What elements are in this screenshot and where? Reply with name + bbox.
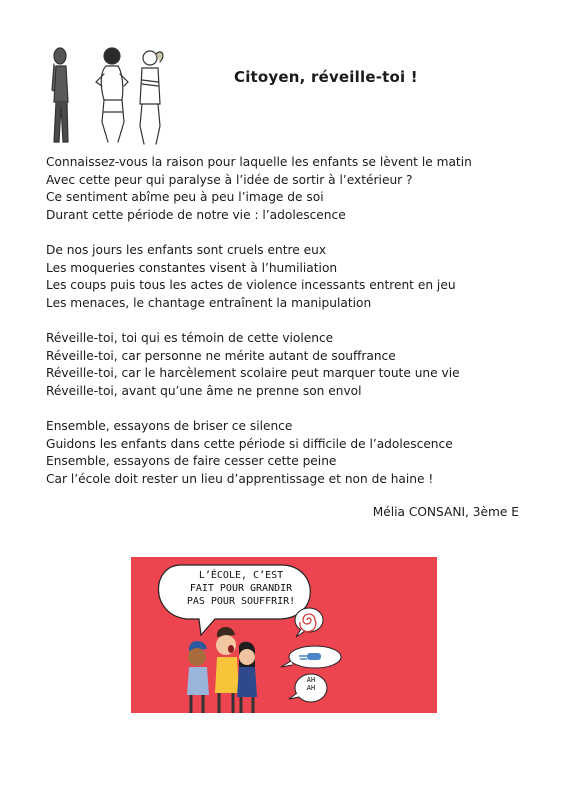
stanza — [46, 330, 516, 400]
poem-line: Durant cette période de notre vie : l’adolescence — [46, 207, 346, 222]
poem-line: Les menaces, le chantage entraînent la manipulation — [46, 295, 372, 310]
poem-line: Ensemble, essayons de briser ce silence — [46, 418, 293, 433]
poem-line: Réveille-toi, avant qu’une âme ne prenne son envol — [46, 383, 362, 398]
speech-line: FAIT POUR GRANDIR — [189, 583, 293, 594]
poem-line: Les moqueries constantes visent à l’humiliation — [46, 260, 338, 275]
cartoon-illustration — [131, 557, 437, 713]
poem-line: Ensemble, essayons de faire cesser cette peine — [46, 454, 337, 469]
poem-line: Les coups puis tous les actes de violence incessants entrent en jeu — [46, 278, 456, 293]
laugh-line: AH — [306, 684, 316, 692]
poem-body — [46, 154, 516, 506]
stanza — [46, 154, 516, 224]
poem-line: Réveille-toi, toi qui es témoin de cette violence — [46, 330, 334, 345]
poem-line: Réveille-toi, car personne ne mérite autant de souffrance — [46, 348, 396, 363]
poem-line: Car l’école doit rester un lieu d’apprentissage et non de haine ! — [46, 471, 434, 486]
speech-line: PAS POUR SOUFFRIR! — [186, 596, 296, 607]
poem-line: Réveille-toi, car le harcèlement scolaire peut marquer toute une vie — [46, 366, 460, 381]
spiral-bubble — [295, 608, 323, 632]
poem-line: Connaissez-vous la raison pour laquelle les enfants se lèvent le matin — [46, 155, 472, 169]
poem-title: Citoyen, réveille-toi ! — [234, 68, 418, 86]
speech-line: L’ÉCOLE, C’EST — [198, 570, 284, 581]
stanza — [46, 242, 516, 312]
author-signature: Mélia CONSANI, 3ème E — [372, 505, 519, 519]
stanza — [46, 418, 516, 488]
kids-group — [187, 627, 257, 713]
laugh-text — [296, 676, 326, 692]
poem-line: Guidons les enfants dans cette période si difficile de l’adolescence — [46, 436, 453, 451]
poem-line: De nos jours les enfants sont cruels entre eux — [46, 242, 327, 257]
speech-bubble-text — [171, 569, 311, 608]
poem-line: Avec cette peur qui paralyse à l’idée de sortir à l’extérieur ? — [46, 172, 413, 187]
poem-line: Ce sentiment abîme peu à peu l’image de soi — [46, 190, 324, 205]
fist-icon — [307, 653, 321, 660]
laugh-line: AH — [306, 676, 316, 684]
teenagers-illustration — [38, 42, 168, 152]
